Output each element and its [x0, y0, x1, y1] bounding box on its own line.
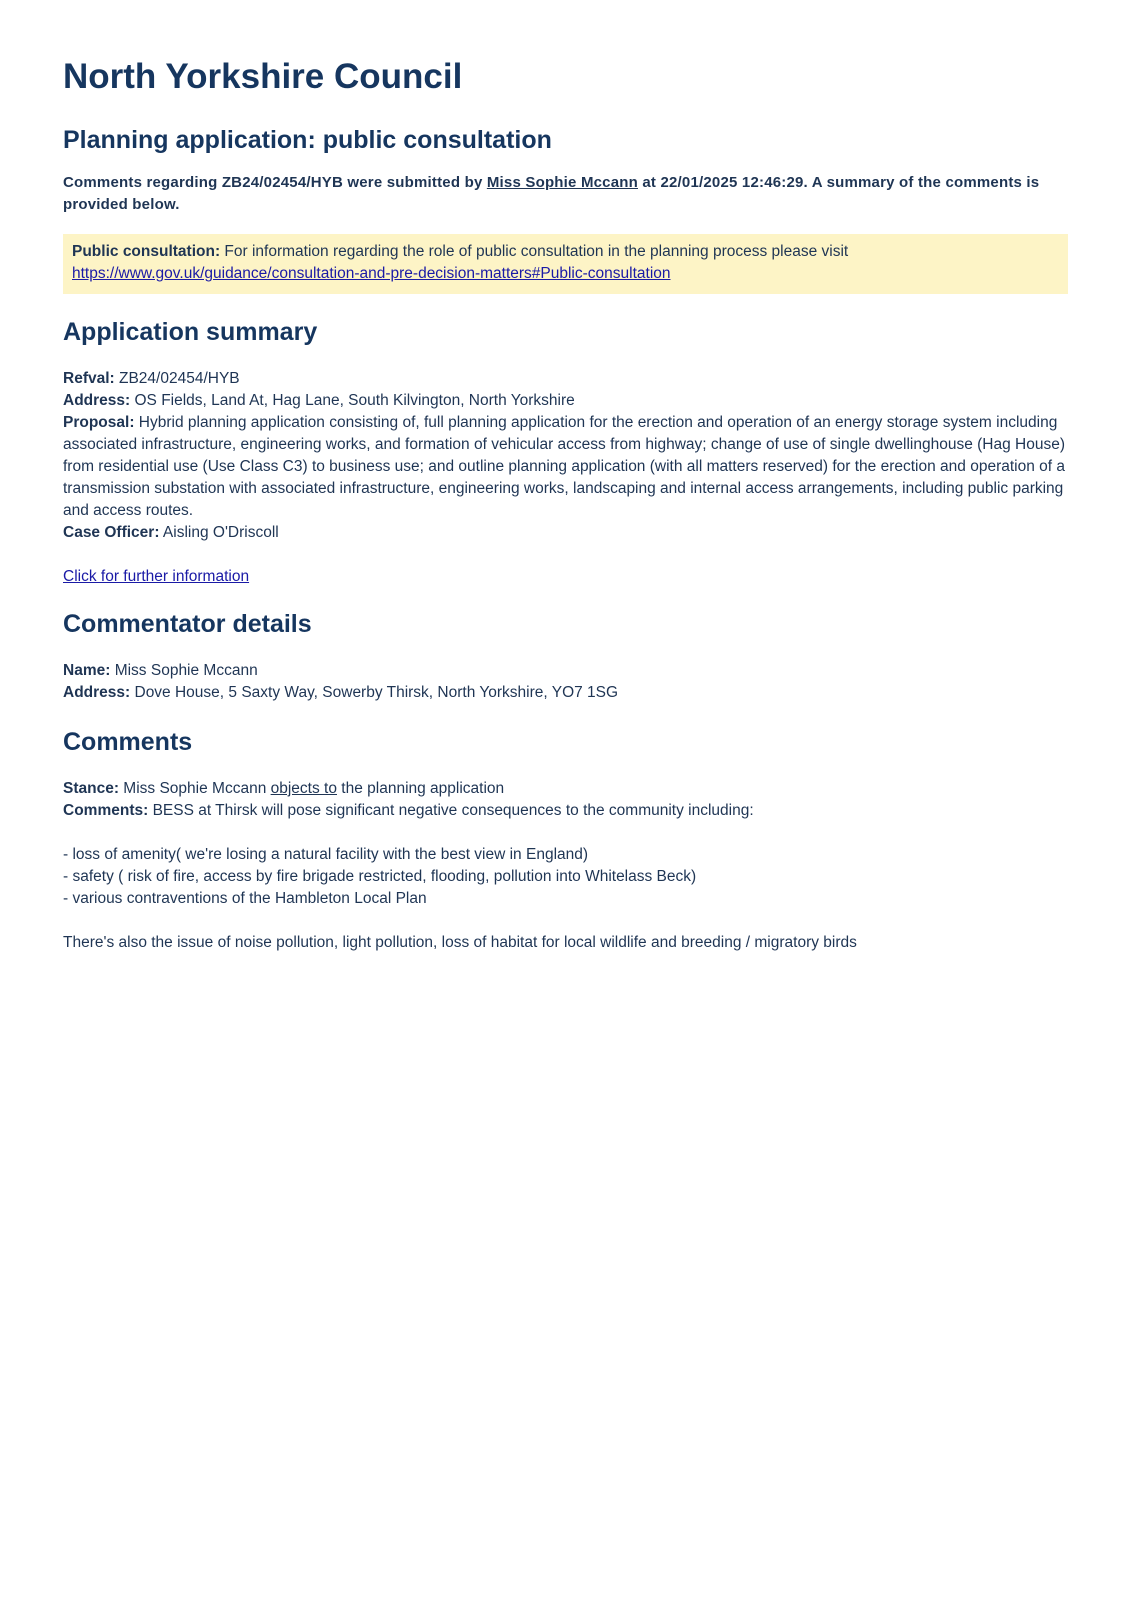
further-information-link[interactable]: Click for further information	[63, 568, 250, 585]
comments-intro: BESS at Thirsk will pose significant negative consequences to the community including:	[148, 802, 754, 819]
notice-text: For information regarding the role of public consultation in the planning process please visit	[220, 243, 849, 260]
commentator-address-label: Address:	[63, 684, 131, 701]
comment-closing: There's also the issue of noise pollution, light pollution, loss of habitat for local wildlife and breeding / migratory birds	[63, 934, 857, 951]
refval-row	[63, 368, 1068, 390]
application-summary-heading: Application summary	[63, 318, 318, 346]
commentator-details-heading: Commentator details	[63, 610, 312, 638]
proposal-value: Hybrid planning application consisting of, full planning application for the erection and operation of an energy storage system including associated infrastructure, engineering works, and formation of vehicular access from highway; change of use of single dwellinghouse (Hag House) from residential use (Use Class C3) to business use; and outline planning application (with all matters reserved) for the erection and operation of a transmission substation with associated infrastructure, engineering works, landscaping and internal access arrangements, including public parking and access routes.	[63, 414, 1066, 519]
document-page	[63, 50, 1068, 954]
site-address-label: Address:	[63, 392, 131, 409]
site-address-value: OS Fields, Land At, Hag Lane, South Kilvington, North Yorkshire	[130, 392, 575, 409]
intro-suffix: at 22/01/2025 12:46:29. A summary of the comments is provided below.	[63, 174, 1040, 213]
notice-label: Public consultation:	[72, 243, 221, 260]
stance-name: Miss Sophie Mccann	[119, 780, 271, 797]
proposal-label: Proposal:	[63, 414, 135, 431]
commenter-link[interactable]: Miss Sophie Mccann	[486, 174, 638, 191]
comments-label: Comments:	[63, 802, 149, 819]
comment-point: - loss of amenity( we're losing a natural facility with the best view in England)	[63, 846, 589, 863]
stance-verb: objects to	[270, 780, 337, 797]
site-address-row	[63, 390, 1068, 412]
submission-intro	[63, 172, 1068, 216]
commentator-address-value: Dove House, 5 Saxty Way, Sowerby Thirsk, North Yorkshire, YO7 1SG	[130, 684, 619, 701]
stance-suffix: the planning application	[336, 780, 505, 797]
comments-heading: Comments	[63, 728, 193, 756]
comments-section	[63, 778, 1068, 954]
refval-value: ZB24/02454/HYB	[114, 370, 240, 387]
consultation-guidance-link[interactable]: https://www.gov.uk/guidance/consultation-and-pre-decision-matters#Public-consultation	[72, 265, 671, 282]
proposal-row	[63, 412, 1068, 522]
comment-point: - safety ( risk of fire, access by fire brigade restricted, flooding, pollution into Whitelass Beck)	[63, 868, 697, 885]
commentator-details	[63, 660, 1068, 704]
intro-prefix: Comments regarding ZB24/02454/HYB were submitted by	[63, 174, 487, 191]
stance-label: Stance:	[63, 780, 119, 797]
comment-point: - various contraventions of the Hambleton Local Plan	[63, 890, 427, 907]
case-officer-label: Case Officer:	[63, 524, 160, 541]
commentator-address-row	[63, 682, 1068, 704]
commentator-name-row	[63, 660, 1068, 682]
case-officer-row	[63, 522, 1068, 544]
commentator-name-value: Miss Sophie Mccann	[110, 662, 258, 679]
refval-label: Refval:	[63, 370, 115, 387]
stance-row	[63, 778, 1068, 800]
page-heading: Planning application: public consultation	[63, 126, 552, 154]
org-title: North Yorkshire Council	[63, 57, 463, 96]
comments-row	[63, 800, 1068, 822]
public-consultation-notice	[63, 234, 1068, 294]
commentator-name-label: Name:	[63, 662, 111, 679]
application-summary	[63, 368, 1068, 588]
case-officer-value: Aisling O'Driscoll	[159, 524, 279, 541]
